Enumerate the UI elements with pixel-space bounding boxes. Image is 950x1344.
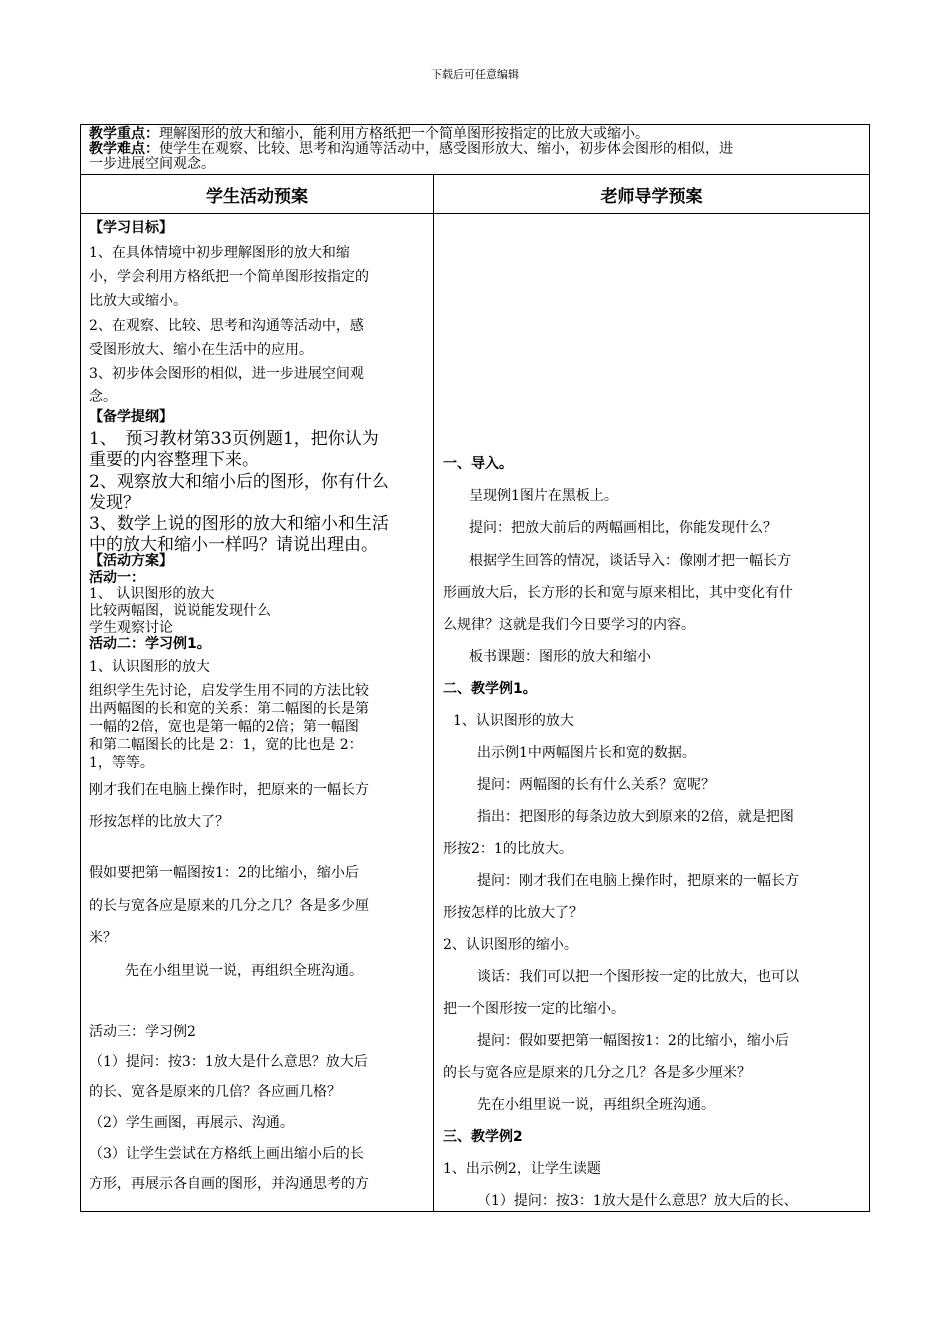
teacher-line: 1、出示例2，让学生读题	[443, 1161, 601, 1177]
key-point-label: 教学重点：	[89, 126, 159, 142]
student-line: 假如要把第一幅图按1：2的比缩小，缩小后	[89, 865, 359, 881]
student-line: 比较两幅图，说说能发现什么	[89, 603, 271, 619]
teacher-line: 一、导入。	[443, 456, 513, 472]
teacher-line: 提问：把放大前后的两幅画相比，你能发现什么？	[469, 520, 777, 536]
teacher-line: 形画放大后，长方形的长和宽与原来相比，其中变化有什	[443, 585, 793, 601]
student-line: 方形，再展示各自画的图形，并沟通思考的方	[89, 1176, 369, 1192]
teacher-line: 出示例1中两幅图片长和宽的数据。	[477, 745, 696, 761]
student-line: 2、在观察、比较、思考和沟通等活动中，感	[89, 318, 364, 334]
teacher-line: 三、教学例2	[443, 1129, 523, 1145]
teacher-line: 1、认识图形的放大	[453, 713, 574, 729]
teacher-line: 板书课题：图形的放大和缩小	[469, 649, 651, 665]
difficulty-point	[89, 142, 861, 157]
teacher-line: 先在小组里说一说，再组织全班沟通。	[477, 1097, 715, 1113]
student-line: 刚才我们在电脑上操作时，把原来的一幅长方	[89, 782, 369, 798]
teacher-line: 根据学生回答的情况，谈话导入：像刚才把一幅长方	[469, 553, 791, 569]
key-point-text: 理解图形的放大和缩小，能利用方格纸把一个简单图形按指定的比放大或缩小。	[159, 126, 649, 142]
difficulty-label: 教学难点：	[89, 141, 159, 157]
teacher-line: 形按2：1的比放大。	[443, 841, 573, 857]
student-line: （3）让学生尝试在方格纸上画出缩小后的长	[89, 1146, 364, 1162]
teacher-line: 提问：假如要把第一幅图按1：2的比缩小，缩小后	[477, 1033, 789, 1049]
teacher-line: 2、认识图形的缩小。	[443, 937, 578, 953]
teacher-line: 谈话：我们可以把一个图形按一定的比放大，也可以	[477, 969, 799, 985]
student-line: 的长、宽各是原来的几倍？各应画几格？	[89, 1084, 341, 1100]
student-line: 活动三：学习例2	[89, 1024, 196, 1040]
student-line: 中的放大和缩小一样吗？请说出理由。	[89, 535, 378, 555]
teacher-line: 指出：把图形的每条边放大到原来的2倍，就是把图	[477, 809, 794, 825]
student-line: 重要的内容整理下来。	[89, 450, 259, 470]
student-line: 受图形放大、缩小在生活中的应用。	[89, 342, 313, 358]
lesson-plan-table	[80, 124, 870, 1212]
focus-section	[81, 125, 869, 175]
student-line: （1）提问：按3：1放大是什么意思？放大后	[89, 1054, 368, 1070]
teacher-column-header: 老师导学预案	[434, 175, 869, 214]
student-line: 先在小组里说一说，再组织全班沟通。	[125, 963, 363, 979]
difficulty-text-cont: 一步进展空间观念。	[89, 156, 215, 172]
student-line: 3、初步体会图形的相似，进一步进展空间观	[89, 366, 364, 382]
key-point	[89, 127, 861, 142]
teacher-line: 提问：刚才我们在电脑上操作时，把原来的一幅长方	[477, 873, 799, 889]
student-line: 活动一：	[89, 570, 145, 586]
student-line: 活动二：学习例1。	[89, 636, 211, 652]
header-note: 下载后可任意编辑	[431, 68, 519, 81]
student-line: （2）学生画图，再展示、沟通。	[89, 1115, 294, 1131]
teacher-line: 的长与宽各应是原来的几分之几？各是多少厘米？	[443, 1065, 751, 1081]
student-line: 1，等等。	[89, 755, 154, 771]
student-line: 米？	[89, 930, 117, 946]
student-line: 【学习目标】	[89, 220, 173, 236]
student-line: 比放大或缩小。	[89, 293, 187, 309]
student-line: 1、认识图形的放大	[89, 659, 210, 675]
teacher-line: （1）提问：按3：1放大是什么意思？放大后的长、	[477, 1193, 798, 1209]
student-line: 小，学会利用方格纸把一个简单图形按指定的	[89, 269, 369, 285]
student-line: 形按怎样的比放大了？	[89, 814, 229, 830]
student-column-header: 学生活动预案	[81, 175, 433, 214]
student-line: 2、观察放大和缩小后的图形，你有什么	[89, 472, 389, 492]
student-line: 1、 认识图形的放大	[89, 586, 215, 602]
teacher-line: 么规律？这就是我们今日要学习的内容。	[443, 617, 695, 633]
student-line: 1、在具体情境中初步理解图形的放大和缩	[89, 245, 350, 261]
column-divider	[433, 175, 434, 1212]
student-line: 【备学提纲】	[89, 409, 173, 425]
student-line: 念。	[89, 389, 117, 405]
student-line: 的长与宽各应是原来的几分之几？各是多少厘	[89, 898, 369, 914]
student-line: 3、数学上说的图形的放大和缩小和生活	[89, 514, 389, 534]
student-line: 1、 预习教材第33页例题1，把你认为	[89, 429, 379, 449]
student-line: 出两幅图的长和宽的关系：第二幅图的长是第	[89, 701, 369, 717]
student-line: 发现？	[89, 493, 140, 513]
student-line: 和第二幅图长的比是 2：1，宽的比也是 2：	[89, 737, 363, 753]
teacher-line: 形按怎样的比放大了？	[443, 905, 583, 921]
teacher-line: 提问：两幅图的长有什么关系？宽呢？	[477, 777, 715, 793]
student-line: 组织学生先讨论，启发学生用不同的方法比较	[89, 683, 369, 699]
difficulty-text: 使学生在观察、比较、思考和沟通等活动中，感受图形放大、缩小，初步体会图形的相似，进	[159, 141, 733, 157]
student-line: 一幅的2倍，宽也是第一幅的2倍；第一幅图	[89, 719, 359, 735]
teacher-line: 呈现例1图片在黑板上。	[469, 488, 618, 504]
teacher-line: 把一个图形按一定的比缩小。	[443, 1001, 625, 1017]
student-line: 学生观察讨论	[89, 620, 173, 636]
teacher-line: 二、教学例1。	[443, 681, 537, 697]
student-line: 【活动方案】	[89, 553, 173, 569]
